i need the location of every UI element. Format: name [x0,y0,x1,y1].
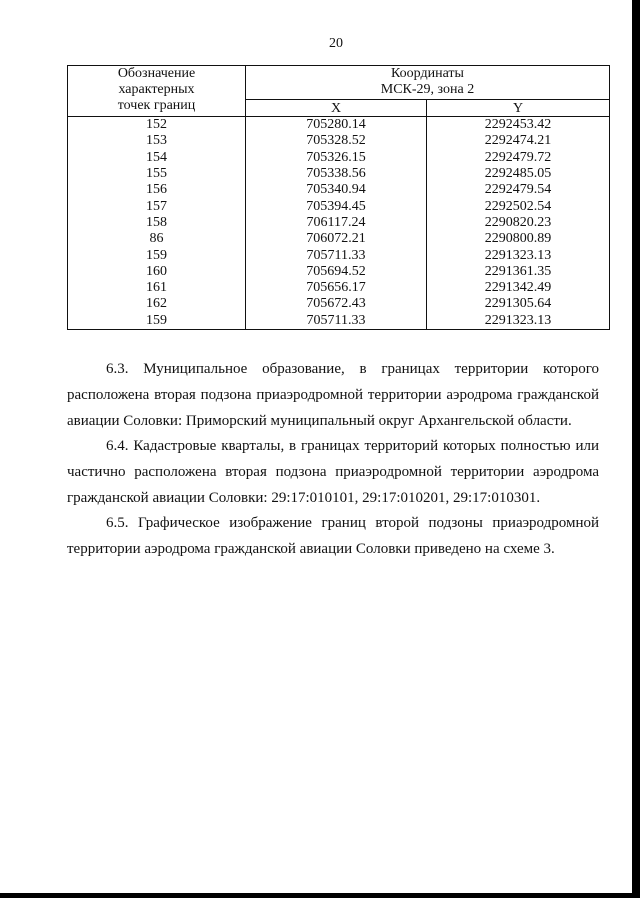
y-coordinate-cell: 2291342.49 [427,280,610,296]
scan-edge-bottom [0,893,640,898]
y-coordinate-cell: 2291305.64 [427,296,610,312]
y-coordinate-cell: 2292474.21 [427,133,610,149]
table-row [68,215,610,231]
x-coordinate-cell: 705656.17 [246,280,427,296]
table-row [68,313,610,330]
header-coordinates-line: МСК-29, зона 2 [380,82,475,97]
header-point-label [68,66,246,117]
y-coordinate-cell: 2292485.05 [427,166,610,182]
y-coordinate-cell: 2292479.72 [427,150,610,166]
x-coordinate-cell: 705326.15 [246,150,427,166]
header-coordinates-line: Координаты [391,66,464,81]
paragraph-6-3: 6.3. Муниципальное образование, в границах территории которого расположена вторая подзона приаэродромной территории аэродрома гражданской авиации Соловки: Приморский муниципальный округ Архангельской области. [67,361,599,429]
coordinates-table [67,65,610,330]
y-coordinate-cell: 2290800.89 [427,231,610,247]
scan-edge-right [632,0,640,898]
point-number-cell: 155 [68,166,246,182]
x-coordinate-cell: 705694.52 [246,264,427,280]
table-row [68,150,610,166]
x-coordinate-cell: 705394.45 [246,198,427,214]
header-point-label-line: характерных [118,82,195,97]
point-number-cell: 158 [68,215,246,231]
table-row [68,280,610,296]
table-row [68,296,610,312]
page-number: 20 [329,36,343,51]
table-body [68,117,610,330]
y-coordinate-cell: 2292453.42 [427,117,610,134]
point-number-cell: 153 [68,133,246,149]
header-point-label-line: Обозначение [117,66,196,81]
header-x: X [246,100,427,117]
point-number-cell: 152 [68,117,246,134]
x-coordinate-cell: 705328.52 [246,133,427,149]
header-y: Y [427,100,610,117]
x-coordinate-cell: 705340.94 [246,182,427,198]
point-number-cell: 86 [68,231,246,247]
y-coordinate-cell: 2292502.54 [427,198,610,214]
paragraph-6-4: 6.4. Кадастровые кварталы, в границах территорий которых полностью или частично расположена вторая подзона приаэродромной территории аэродрома гражданской авиации Соловки: 29:17:010101, 29:17:010201, 29:17:010301. [67,438,599,506]
point-number-cell: 157 [68,198,246,214]
point-number-cell: 156 [68,182,246,198]
x-coordinate-cell: 705338.56 [246,166,427,182]
table-row [68,133,610,149]
header-coordinates [246,66,610,100]
x-coordinate-cell: 705672.43 [246,296,427,312]
y-coordinate-cell: 2291323.13 [427,313,610,330]
x-coordinate-cell: 705711.33 [246,247,427,263]
table-row [68,182,610,198]
y-coordinate-cell: 2292479.54 [427,182,610,198]
x-coordinate-cell: 706117.24 [246,215,427,231]
table-row [68,247,610,263]
y-coordinate-cell: 2290820.23 [427,215,610,231]
x-coordinate-cell: 706072.21 [246,231,427,247]
table-row [68,264,610,280]
table-row [68,231,610,247]
point-number-cell: 159 [68,247,246,263]
point-number-cell: 154 [68,150,246,166]
point-number-cell: 159 [68,313,246,330]
y-coordinate-cell: 2291361.35 [427,264,610,280]
header-point-label-line: точек границ [117,98,196,113]
y-coordinate-cell: 2291323.13 [427,247,610,263]
point-number-cell: 160 [68,264,246,280]
x-coordinate-cell: 705711.33 [246,313,427,330]
point-number-cell: 161 [68,280,246,296]
table-row [68,166,610,182]
point-number-cell: 162 [68,296,246,312]
x-coordinate-cell: 705280.14 [246,117,427,134]
paragraph-6-5: 6.5. Графическое изображение границ второй подзоны приаэродромной территории аэродрома гражданской авиации Соловки приведено на схеме 3. [67,515,599,557]
table-row [68,117,610,134]
table-row [68,198,610,214]
